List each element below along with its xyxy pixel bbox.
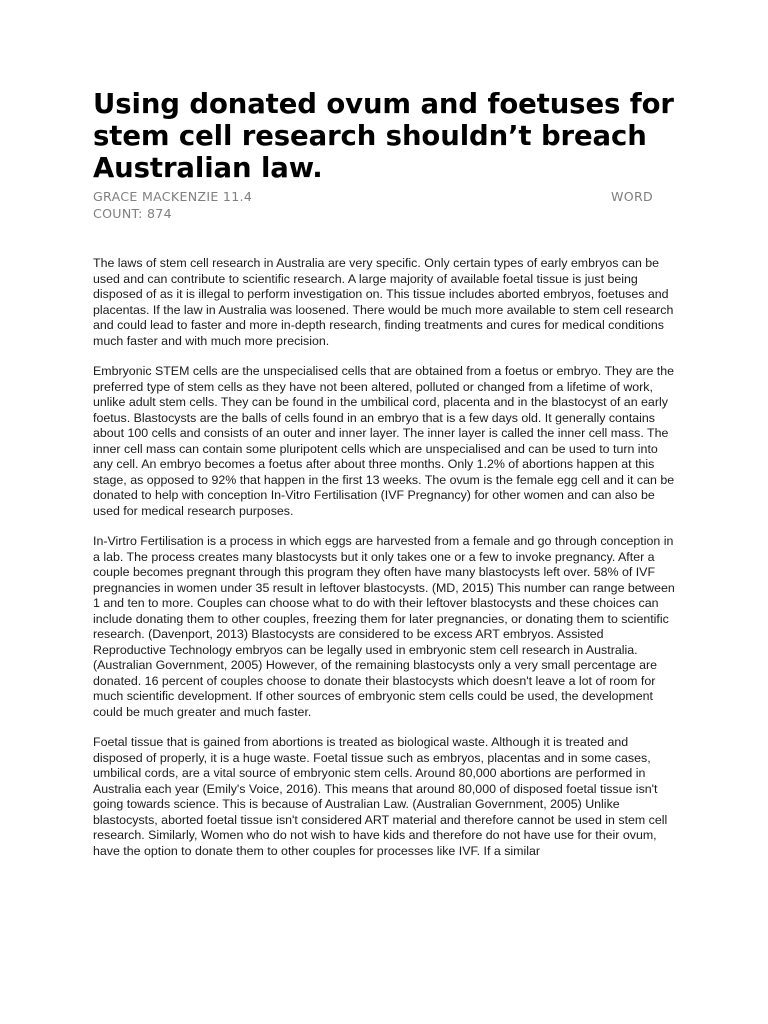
- paragraph-intro: The laws of stem cell research in Australia are very specific. Only certain types of early embryos can be used and can contribute to scientific research. A large majority of available foetal tissue is just being disposed of as it is illegal to perform investigation on. This tissue includes aborted embryos, foetuses and placentas. If the law in Australia was loosened. There would be much more available to stem cell research and could lead to faster and more in-depth research, finding treatments and cures for medical conditions much faster and with much more precision.: [93, 256, 674, 348]
- word-count-value: COUNT: 874: [93, 206, 172, 221]
- byline: [93, 188, 653, 222]
- word-count-label: WORD: [610, 189, 653, 204]
- document-page: [93, 88, 677, 859]
- paragraph-ivf: In-Virtro Fertilisation is a process in which eggs are harvested from a female and go through conception in a lab. The process creates many blastocysts but it only takes one or a few to invoke pregnancy. After a couple becomes pregnant through this program they often have many blastocysts left over. 58% of IVF pregnancies in women under 35 result in leftover blastocysts. (MD, 2015) This number can range between 1 and ten to more. Couples can choose what to do with their leftover blastocysts and these choices can include donating them to other couples, freezing them for later pregnancies, or donating them to scientific research. (Davenport, 2013) Blastocysts are considered to be excess ART embryos. Assisted Reproductive Technology embryos can be legally used in embryonic stem cell research in Australia. (Australian Government, 2005) However, of the remaining blastocysts only a very small percentage are donated. 16 percent of couples choose to donate their blastocysts which doesn't leave a lot of room for much scientific development. If other sources of embryonic stem cells could be used, the development could be much greater and much faster.: [93, 534, 675, 719]
- author-name: GRACE MACKENZIE 11.4: [93, 189, 253, 204]
- paragraph-embryonic-stem-cells: Embryonic STEM cells are the unspecialised cells that are obtained from a foetus or embryo. They are the preferred type of stem cells as they have not been altered, polluted or changed from a lifetime of work, unlike adult stem cells. They can be found in the umbilical cord, placenta and in the blastocyst of an early foetus. Blastocysts are the balls of cells found in an embryo that is a few days old. It generally contains about 100 cells and consists of an outer and inner layer. The inner layer is called the inner cell mass. The inner cell mass can contain some pluripotent cells which are unspecialised and can be used to turn into any cell. An embryo becomes a foetus after about three months. Only 1.2% of abortions happen at this stage, as opposed to 92% that happen in the first 13 weeks. The ovum is the female egg cell and it can be donated to help with conception In-Vitro Fertilisation (IVF Pregnancy) for other women and can also be used for medical research purposes.: [93, 364, 675, 518]
- document-title: Using donated ovum and foetuses for stem cell research shouldn’t breach Australian law.: [93, 88, 674, 184]
- paragraph-foetal-tissue: Foetal tissue that is gained from abortions is treated as biological waste. Although it is treated and disposed of properly, it is a huge waste. Foetal tissue such as embryos, placentas and in some cases, umbilical cords, are a vital source of embryonic stem cells. Around 80,000 abortions are performed in Australia each year (Emily's Voice, 2016). This means that around 80,000 of disposed foetal tissue isn't going towards science. This is because of Australian Law. (Australian Government, 2005) Unlike blastocysts, aborted foetal tissue isn't considered ART material and therefore cannot be used in stem cell research. Similarly, Women who do not wish to have kids and therefore do not have use for their ovum, have the option to donate them to other couples for processes like IVF. If a similar: [93, 735, 668, 858]
